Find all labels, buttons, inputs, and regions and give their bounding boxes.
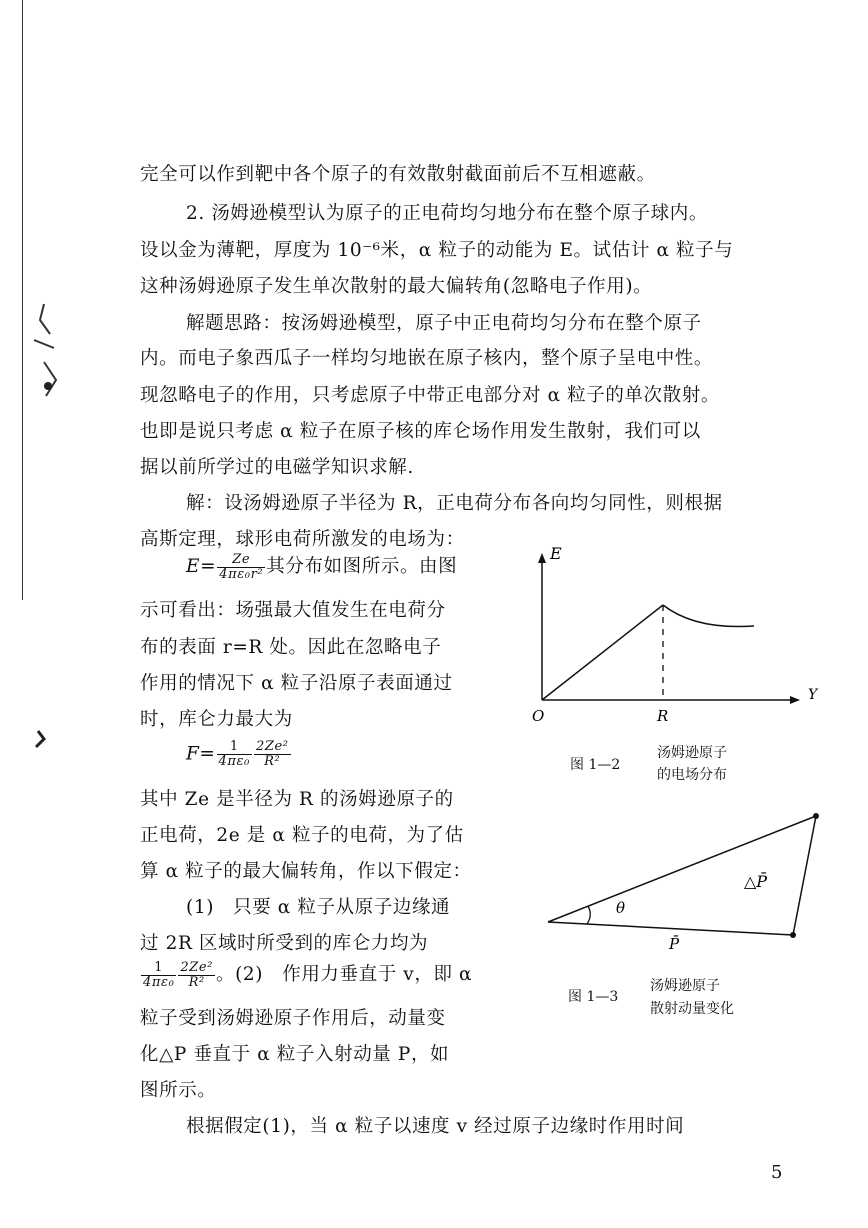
vector-tip (790, 932, 796, 938)
figure-caption: 的电场分布 (657, 767, 727, 783)
body-text: 图所示。 (140, 1080, 217, 1101)
figure-electric-field (530, 545, 830, 725)
body-text: 时，库仑力最大为 (140, 709, 293, 730)
margin-smudge (20, 300, 70, 410)
body-text: 内。而电子象西瓜子一样均匀地嵌在原子核内，整个原子呈电中性。 (140, 348, 714, 369)
body-text: 布的表面 r=R 处。因此在忽略电子 (140, 637, 442, 658)
angle-arc (587, 906, 590, 924)
body-text: 作用的情况下 α 粒子沿原子表面通过 (140, 673, 453, 694)
body-text: 算 α 粒子的最大偏转角，作以下假定： (140, 861, 472, 882)
body-text: 解题思路：按汤姆逊模型，原子中正电荷均匀分布在整个原子 (186, 313, 702, 334)
body-text: 据以前所学过的电磁学知识求解. (140, 457, 414, 478)
figure-caption: 散射动量变化 (650, 1001, 734, 1017)
field-decay-curve (663, 605, 754, 627)
field-linear-segment (542, 605, 663, 700)
body-text: 设以金为薄靶，厚度为 10⁻⁶米，α 粒子的动能为 E。试估计 α 粒子与 (140, 240, 734, 261)
vector-tip (813, 813, 819, 819)
figure-caption: 汤姆逊原子 (650, 978, 720, 994)
delta-p-vector (793, 816, 816, 935)
figure-caption-number: 图 1—2 (570, 757, 621, 773)
figure-caption: 汤姆逊原子 (657, 745, 727, 761)
body-text: 解：设汤姆逊原子半径为 R，正电荷分布各向均匀同性，则根据 (186, 493, 723, 514)
body-text: (1) 只要 α 粒子从原子边缘通 (186, 897, 451, 918)
body-text: 现忽略电子的作用，只考虑原子中带正电部分对 α 粒子的单次散射。 (140, 385, 720, 406)
x-axis-arrow (790, 696, 800, 704)
body-text: 化△P 垂直于 α 粒子入射动量 P，如 (140, 1044, 450, 1065)
body-text: 2. 汤姆逊模型认为原子的正电荷均匀地分布在整个原子球内。 (186, 203, 708, 224)
body-text: 这种汤姆逊原子发生单次散射的最大偏转角(忽略电子作用)。 (140, 276, 653, 297)
origin-label: O (532, 707, 545, 725)
equation-e-field: E= $\frac{Ze}{\text{4πε₀r²}}$ 其分布如图所示。由图 (186, 551, 458, 582)
body-text: 正电荷，2e 是 α 粒子的电荷，为了估 (140, 825, 464, 846)
y-axis-label: E (550, 545, 562, 563)
body-text: 过 2R 区域时所受到的库仑力均为 (140, 933, 429, 954)
momentum-p-vector (548, 922, 793, 935)
body-text: 示可看出：场强最大值发生在电荷分 (140, 600, 446, 621)
body-text: 也即是说只考虑 α 粒子在原子核的库仑场作用发生散射，我们可以 (140, 421, 701, 442)
figure-momentum-change (540, 805, 830, 955)
r-label: R (657, 707, 669, 725)
figure-caption-number: 图 1—3 (568, 989, 619, 1005)
equation-force: F= $\frac{1}{\text{4πε₀}}$ $\frac{\text{2Ze²}}{\text{R²}}$ (186, 739, 289, 769)
body-text: 粒子受到汤姆逊原子作用后，动量变 (140, 1008, 446, 1029)
y-axis-arrow (538, 553, 546, 563)
margin-smudge (30, 725, 54, 755)
page-number: 5 (771, 1162, 783, 1183)
body-text: 完全可以作到靶中各个原子的有效散射截面前后不互相遮蔽。 (140, 164, 656, 185)
body-text: 根据假定(1)，当 α 粒子以速度 v 经过原子边缘时作用时间 (186, 1116, 685, 1137)
delta-p-label: △P̄ (744, 872, 768, 891)
angle-label: θ (616, 899, 626, 917)
p-label: P̄ (669, 935, 680, 953)
x-axis-label: Y (808, 687, 818, 703)
body-text: 其中 Ze 是半径为 R 的汤姆逊原子的 (140, 789, 454, 810)
body-text: 高斯定理，球形电荷所激发的电场为： (140, 529, 465, 550)
equation-force-assumption: $\frac{1}{\text{4πε₀}}$ $\frac{\text{2Ze²}}{\text{R²}}$ 。(2) 作用力垂直于 v，即 α (143, 959, 473, 990)
